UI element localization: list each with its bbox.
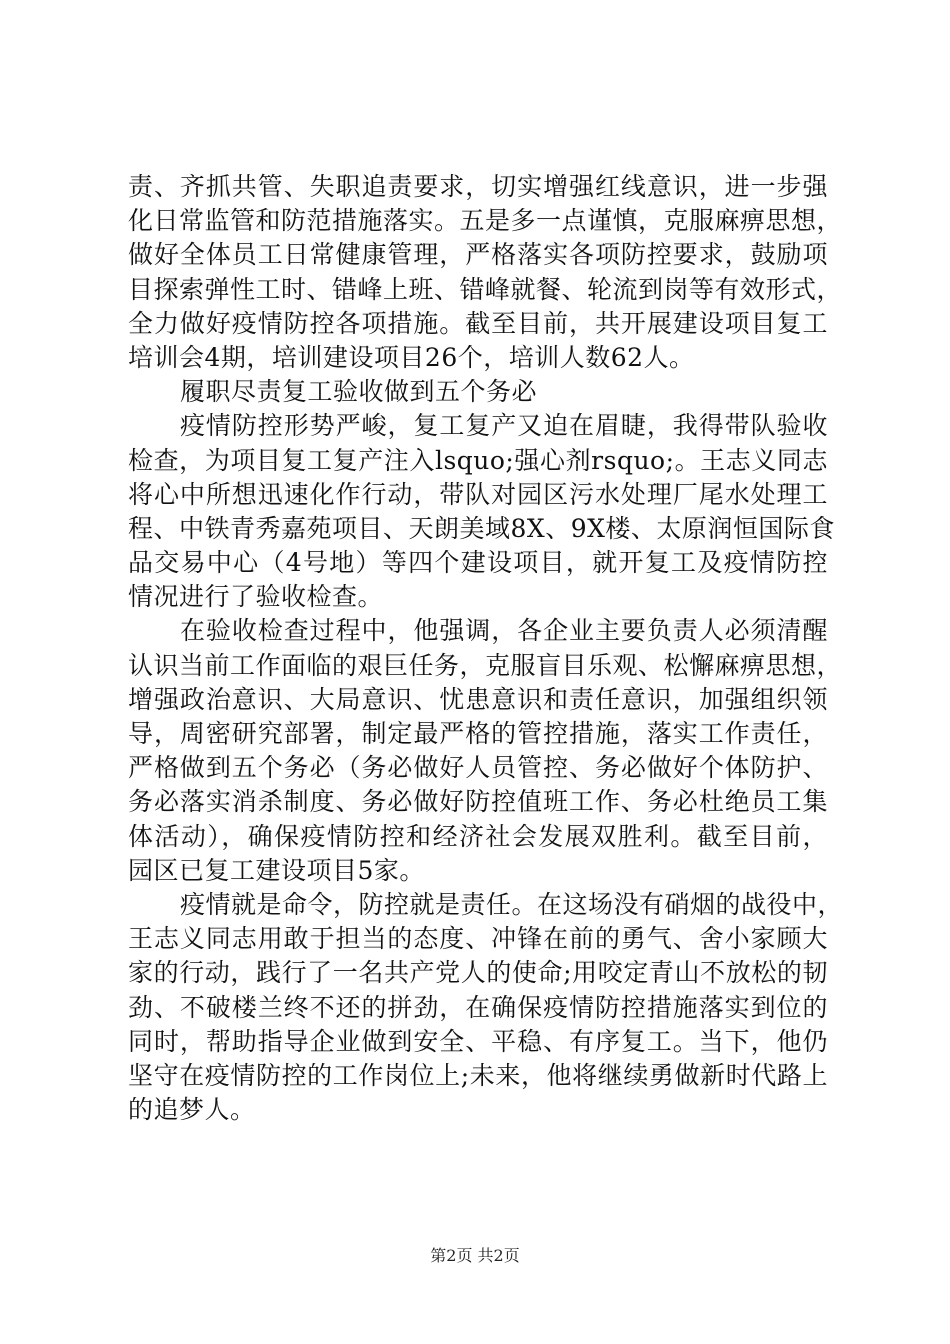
text-line: 同时，帮助指导企业做到安全、平稳、有序复工。当下，他仍 xyxy=(128,1026,828,1056)
text-line: 认识当前工作面临的艰巨任务，克服盲目乐观、松懈麻痹思想， xyxy=(128,650,843,680)
text-line: 务必落实消杀制度、务必做好防控值班工作、务必杜绝员工集 xyxy=(128,787,828,817)
text-line: 增强政治意识、大局意识、忧患意识和责任意识，加强组织领 xyxy=(128,684,828,714)
section-heading: 履职尽责复工验收做到五个务必 xyxy=(180,377,538,407)
text-line: 全力做好疫情防控各项措施。截至目前，共开展建设项目复工 xyxy=(128,308,828,338)
text-line: 王志义同志用敢于担当的态度、冲锋在前的勇气、舍小家顾大 xyxy=(128,924,828,954)
text-line: 的追梦人。 xyxy=(128,1095,256,1125)
text-line: 劲、不破楼兰终不还的拼劲，在确保疫情防控措施落实到位的 xyxy=(128,992,828,1022)
text-line: 疫情防控形势严峻，复工复产又迫在眉睫，我得带队验收 xyxy=(180,411,828,441)
text-line: 培训会4期，培训建设项目26个，培训人数62人。 xyxy=(128,342,695,372)
text-line: 责、齐抓共管、失职追责要求，切实增强红线意识，进一步强 xyxy=(128,172,828,201)
text-line: 做好全体员工日常健康管理，严格落实各项防控要求，鼓励项 xyxy=(128,240,828,270)
text-line: 将心中所想迅速化作行动，带队对园区污水处理厂尾水处理工 xyxy=(128,479,828,509)
text-line: 疫情就是命令，防控就是责任。在这场没有硝烟的战役中， xyxy=(180,889,844,919)
text-line: 情况进行了验收检查。 xyxy=(128,582,384,612)
text-line: 检查，为项目复工复产注入lsquo;强心剂rsquo;。王志义同志 xyxy=(128,445,828,475)
text-line: 化日常监管和防范措施落实。五是多一点谨慎，克服麻痹思想， xyxy=(128,206,843,236)
text-line: 体活动），确保疫情防控和经济社会发展双胜利。截至目前， xyxy=(128,821,828,851)
text-line: 目探索弹性工时、错峰上班、错峰就餐、轮流到岗等有效形式， xyxy=(128,274,843,304)
body-text xyxy=(128,170,844,1127)
text-line: 坚守在疫情防控的工作岗位上;未来，他将继续勇做新时代路上 xyxy=(128,1060,828,1090)
text-line: 程、中铁青秀嘉苑项目、天朗美域8X、9X楼、太原润恒国际食 xyxy=(128,513,835,543)
text-line: 家的行动，践行了一名共产党人的使命;用咬定青山不放松的韧 xyxy=(128,958,828,988)
text-line: 园区已复工建设项目5家。 xyxy=(128,855,425,885)
text-line: 导，周密研究部署，制定最严格的管控措施，落实工作责任， xyxy=(128,719,828,748)
page-number: 第2页 共2页 xyxy=(430,1246,520,1265)
text-line: 品交易中心（4号地）等四个建设项目，就开复工及疫情防控 xyxy=(128,548,828,578)
text-line: 严格做到五个务必（务必做好人员管控、务必做好个体防护、 xyxy=(128,753,828,783)
text-line: 在验收检查过程中，他强调，各企业主要负责人必须清醒 xyxy=(180,616,828,646)
